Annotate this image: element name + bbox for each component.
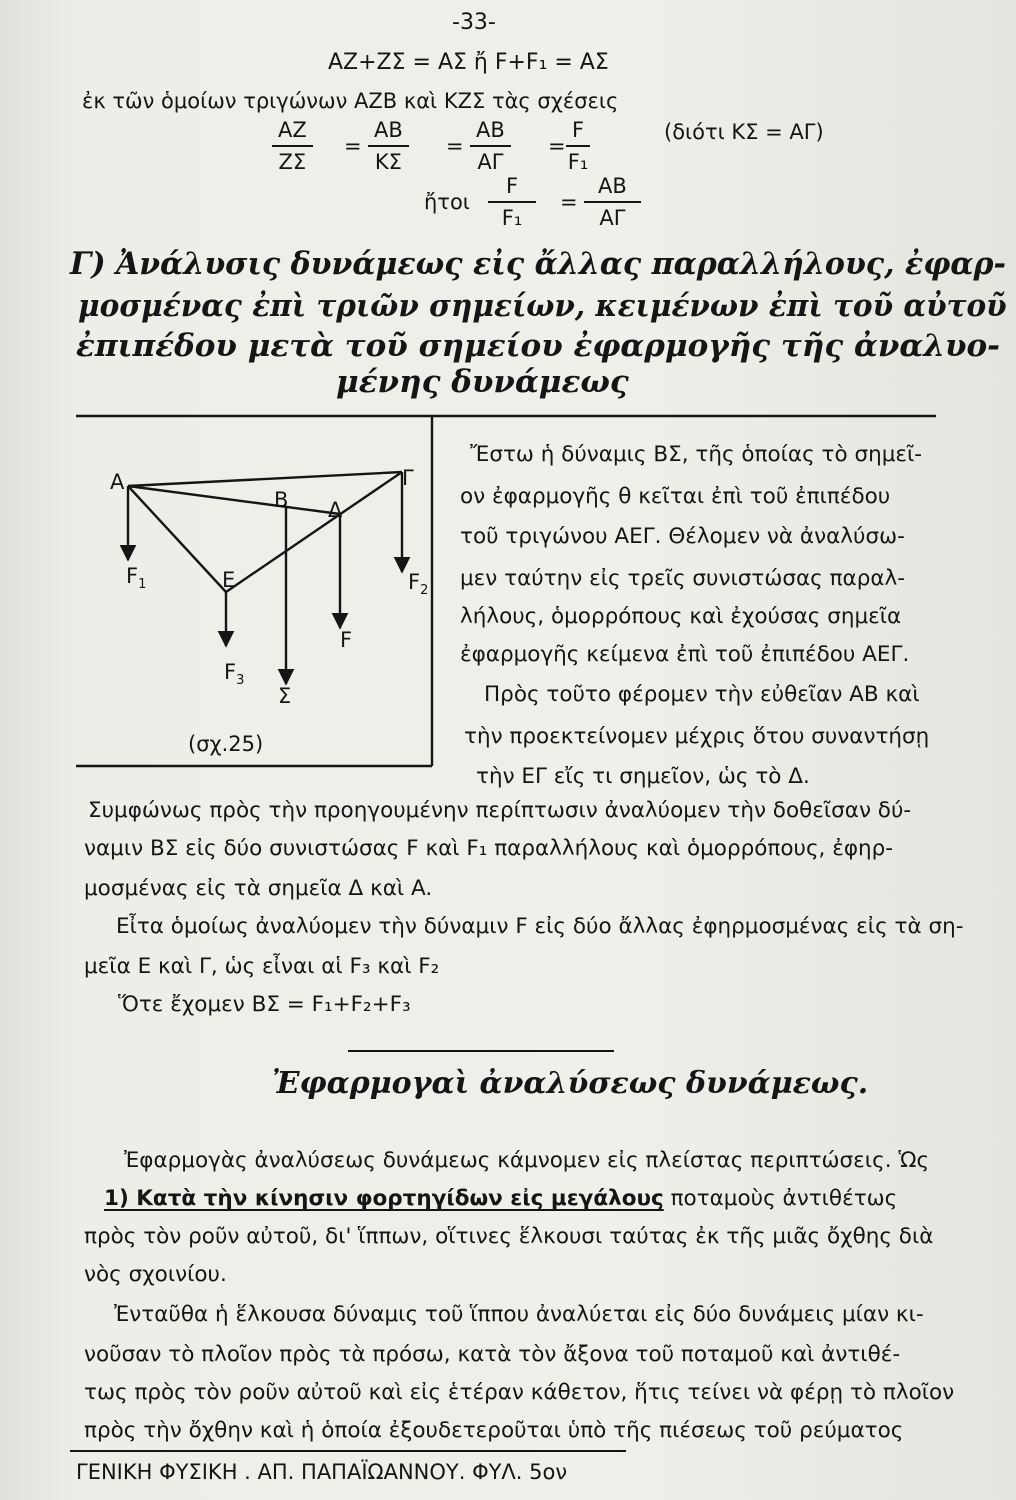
- right-column-line-8: τὴν προεκτείνομεν μέχρις ὅτου συναντήσῃ: [464, 724, 930, 749]
- right-column-line-9: τὴν EΓ εἴς τι σημεῖον, ὡς τὸ Δ.: [476, 764, 810, 789]
- right-column-line-7: Πρὸς τοῦτο φέρομεν τὴν εὐθεῖαν AB καὶ: [484, 682, 920, 707]
- label-Delta: Δ: [328, 498, 343, 522]
- application-1-line-2: πρὸς τὸν ροῦν αὐτοῦ, δι' ἵππων, οἵτινες ἕλκουσι ταύτας ἐκ τῆς μιᾶς ὄχθης διὰ: [84, 1224, 934, 1249]
- final-equation: Ὅτε ἔχομεν ΒΣ = F₁+F₂+F₃: [118, 992, 411, 1017]
- section-heading-line-2: μοσμένας ἐπὶ τριῶν σημείων, κειμένων ἐπὶ τοῦ αὐτοῦ: [78, 288, 1007, 324]
- result-prefix: ἤτοι: [424, 190, 470, 214]
- ratio-den-4: F₁: [567, 150, 589, 174]
- ratio-den-3: AΓ: [477, 150, 504, 174]
- result-rhs-den: AΓ: [599, 206, 626, 230]
- paragraph-1-line-1: Συμφώνως πρὸς τὴν προηγουμένην περίπτωσιν ἀναλύομεν τὴν δοθεῖσαν δύ-: [88, 798, 912, 823]
- ratio-num-2: AB: [368, 118, 409, 147]
- label-F1: $F_1$: [126, 564, 147, 593]
- figure-25: [76, 414, 936, 774]
- ratio-fraction-3: [470, 118, 511, 174]
- line-A-Gamma: [128, 472, 402, 486]
- ratio-equals-1: =: [344, 134, 362, 158]
- label-F: F: [340, 628, 353, 652]
- paragraph-2-line-1: Εἶτα ὁμοίως ἀναλύομεν τὴν δύναμιν F εἰς δύο ἄλλας ἐφηρμοσμένας εἰς τὰ ση-: [116, 914, 964, 939]
- ratio-den-1: ZΣ: [278, 150, 307, 174]
- ratio-den-2: KΣ: [374, 150, 402, 174]
- paragraph-2-line-2: μεῖα E καὶ Γ, ὡς εἶναι αἱ F₃ καὶ F₂: [84, 954, 440, 979]
- similar-triangles-line: ἐκ τῶν ὁμοίων τριγώνων AZB καὶ KZΣ τὰς σχέσεις: [82, 89, 619, 113]
- footer: ΓΕΝΙΚΗ ΦΥΣΙΚΗ . ΑΠ. ΠΑΠΑΪΩΑΝΝΟΥ. ΦΥΛ. 5ον: [76, 1460, 568, 1484]
- right-column-line-4: μεν ταύτην εἰς τρεῖς συνιστώσας παραλ-: [460, 566, 906, 591]
- paragraph-1-line-2: ναμιν ΒΣ εἰς δύο συνιστώσας F καὶ F₁ παραλλήλους καὶ ὁμορρόπους, ἐφηρ-: [84, 836, 894, 861]
- right-column-line-2: ον ἐφαρμογῆς θ κεῖται ἐπὶ τοῦ ἐπιπέδου: [460, 484, 891, 509]
- paragraph-3-line-4: πρὸς τὴν ὄχθην καὶ ἡ ὁποία ἐξουδετεροῦται ὑπὸ τῆς πιέσεως τοῦ ρεύματος: [84, 1418, 904, 1443]
- divider-line: [348, 1050, 614, 1052]
- result-lhs-den: F₁: [501, 206, 523, 230]
- application-1-line-1: [104, 1186, 897, 1211]
- label-A: A: [110, 470, 125, 494]
- ratio-fraction-4: [566, 118, 590, 174]
- equation-1: AZ+ZΣ = AΣ ἤ F+F₁ = AΣ: [328, 50, 609, 75]
- line-E-Gamma: [226, 472, 402, 592]
- footer-rule: [70, 1450, 626, 1452]
- ratio-num-1: AZ: [272, 118, 313, 147]
- figure-caption: (σχ.25): [188, 732, 264, 756]
- line-A-Delta: [128, 486, 340, 514]
- right-column-line-1: Ἔστω ἡ δύναμις ΒΣ, τῆς ὁποίας τὸ σημεῖ-: [470, 442, 923, 467]
- result-fraction-lhs: [488, 174, 536, 230]
- result-equals: =: [560, 190, 578, 214]
- label-B: B: [274, 488, 289, 512]
- label-E: E: [222, 568, 236, 592]
- ratio-fraction-2: [368, 118, 409, 174]
- section-2-heading: Ἐφαρμογαὶ ἀναλύσεως δυνάμεως.: [272, 1066, 869, 1101]
- page-number: -33-: [452, 10, 496, 35]
- paragraph-3-line-3: τως πρὸς τὸν ροῦν αὐτοῦ καὶ εἰς ἑτέραν κάθετον, ἥτις τείνει νὰ φέρῃ τὸ πλοῖον: [84, 1380, 955, 1405]
- application-1-underlined: 1) Κατὰ τὴν κίνησιν φορτηγίδων εἰς μεγάλους: [104, 1186, 664, 1211]
- paragraph-3-line-2: νοῦσαν τὸ πλοῖον πρὸς τὰ πρόσω, κατὰ τὸν ἄξονα τοῦ ποταμοῦ καὶ ἀντιθέ-: [84, 1342, 901, 1367]
- right-column-line-5: λήλους, ὁμορρόπους καὶ ἐχούσας σημεῖα: [460, 604, 902, 629]
- result-fraction-rhs: [584, 174, 641, 230]
- ratio-num-4: F: [566, 118, 590, 147]
- right-column-line-6: ἐφαρμογῆς κείμενα ἐπὶ τοῦ ἐπιπέδου AEΓ.: [460, 642, 910, 667]
- label-F3: $F_3$: [224, 660, 245, 689]
- application-1-line-3: νὸς σχοινίου.: [84, 1262, 227, 1287]
- applications-intro: Ἐφαρμογὰς ἀναλύσεως δυνάμεως κάμνομεν εἰς πλείστας περιπτώσεις. Ὡς: [124, 1148, 930, 1173]
- ratio-note: (διότι KΣ = AΓ): [664, 120, 824, 144]
- right-column-line-3: τοῦ τριγώνου AEΓ. Θέλομεν νὰ ἀναλύσω-: [460, 524, 905, 549]
- ratio-fraction-1: [272, 118, 313, 174]
- label-Gamma: Γ: [402, 466, 414, 490]
- section-heading-line-3: ἐπιπέδου μετὰ τοῦ σημείου ἐφαρμογῆς τῆς ἀναλυο-: [76, 328, 1000, 364]
- paragraph-3-line-1: Ἐνταῦθα ἡ ἕλκουσα δύναμις τοῦ ἵππου ἀναλύεται εἰς δύο δυνάμεις μίαν κι-: [114, 1302, 924, 1327]
- ratio-equals-3: =: [548, 134, 566, 158]
- force-diagram: [76, 414, 936, 774]
- application-1-continuation: ποταμοὺς ἀντιθέτως: [670, 1186, 898, 1211]
- section-heading-line-4: μένης δυνάμεως: [336, 364, 629, 400]
- label-F2: $F_2$: [408, 570, 429, 599]
- paragraph-1-line-3: μοσμένας εἰς τὰ σημεῖα Δ καὶ A.: [84, 876, 433, 901]
- ratio-equals-2: =: [446, 134, 464, 158]
- ratio-num-3: AB: [470, 118, 511, 147]
- result-rhs-num: AB: [584, 174, 641, 203]
- label-Sigma: Σ: [278, 684, 292, 708]
- result-lhs-num: F: [488, 174, 536, 203]
- section-heading-line-1: Γ) Ἀνάλυσις δυνάμεως εἰς ἄλλας παραλλήλους, ἐφαρ-: [70, 246, 1006, 282]
